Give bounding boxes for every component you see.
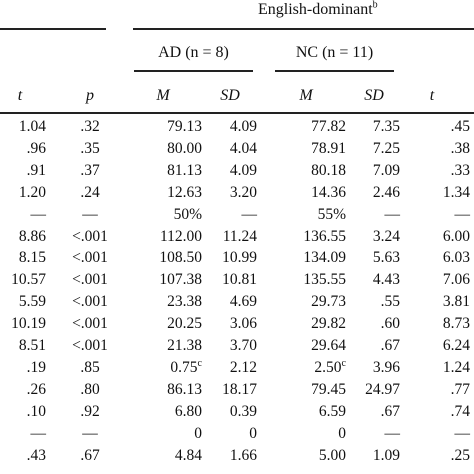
table-cell <box>348 117 400 137</box>
cell-value: 81.13 <box>167 161 202 179</box>
table-cell <box>348 292 400 312</box>
table-cell <box>62 139 118 159</box>
table-cell <box>0 183 46 203</box>
column-header: SD <box>364 87 384 104</box>
cell-value: 7.06 <box>442 271 470 289</box>
cell-footnote: c <box>197 357 202 369</box>
cell-value: 4.84 <box>174 446 202 464</box>
cell-value: 6.59 <box>318 402 346 420</box>
table-cell <box>134 139 202 159</box>
cell-value: 21.38 <box>167 337 202 354</box>
cell-value: 2.50 <box>314 358 342 376</box>
cell-value: 3.96 <box>372 358 400 376</box>
cell-value: 4.09 <box>229 161 257 179</box>
cell-value: 4.09 <box>229 118 257 135</box>
cell-value: <.001 <box>72 249 108 267</box>
cell-value: — <box>454 205 470 223</box>
cell-value: .43 <box>26 446 46 464</box>
cell-value: — <box>82 205 98 223</box>
table-cell <box>62 117 118 137</box>
cell-value: — <box>82 424 98 442</box>
cell-value: 10.99 <box>222 249 257 267</box>
cell-value: 0 <box>249 424 257 442</box>
cell-value: — <box>384 205 400 223</box>
cell-value: 1.66 <box>229 446 257 464</box>
top-rule-left <box>0 28 106 30</box>
table-cell <box>348 446 400 466</box>
table-cell <box>134 424 202 444</box>
table-cell <box>207 117 257 137</box>
cell-value: 86.13 <box>167 380 202 398</box>
table-cell <box>134 446 202 466</box>
table-cell <box>272 446 346 466</box>
cell-value: 6.80 <box>174 402 202 420</box>
cell-value: 23.38 <box>167 293 202 311</box>
table-cell <box>272 139 346 159</box>
cell-value: <.001 <box>72 337 108 354</box>
cell-value: 55% <box>317 205 346 223</box>
ad-group-header: AD (n = 8) <box>158 44 229 61</box>
table-cell <box>0 336 46 356</box>
table-cell <box>62 446 118 466</box>
table-cell <box>272 270 346 290</box>
table-cell <box>410 424 470 444</box>
table-cell <box>207 314 257 334</box>
table-cell <box>0 358 46 378</box>
nc-group-rule <box>275 70 394 72</box>
table-cell <box>207 446 257 466</box>
cell-value: 24.97 <box>365 380 400 398</box>
table-cell <box>0 248 46 268</box>
table-cell <box>348 424 400 444</box>
column-header: t <box>17 87 23 104</box>
cell-value: 2.12 <box>229 358 257 376</box>
cell-value: 8.51 <box>18 337 46 354</box>
table-cell <box>134 336 202 356</box>
cell-value: <.001 <box>72 293 108 311</box>
cell-value: .67 <box>380 402 400 420</box>
cell-value: 5.59 <box>18 293 46 311</box>
cell-value: 5.63 <box>372 249 400 267</box>
cell-value: — <box>454 424 470 442</box>
cell-value: 29.82 <box>311 315 346 333</box>
table-cell <box>62 205 118 225</box>
table-cell <box>134 161 202 181</box>
table-cell <box>410 248 470 268</box>
cell-value: .38 <box>450 139 470 157</box>
cell-value: 12.63 <box>167 183 202 201</box>
table-cell <box>207 402 257 422</box>
cell-value: 29.64 <box>311 337 346 354</box>
table-cell <box>272 424 346 444</box>
column-header: t <box>429 87 435 104</box>
cell-value: 8.73 <box>442 315 470 333</box>
cell-value: 18.17 <box>222 380 257 398</box>
table-cell <box>134 358 202 378</box>
cell-value: 50% <box>173 205 202 223</box>
cell-value: — <box>241 205 257 223</box>
table-cell <box>134 314 202 334</box>
cell-value: 3.20 <box>229 183 257 201</box>
table-cell <box>134 227 202 247</box>
table-cell <box>348 183 400 203</box>
cell-value: 134.09 <box>303 249 346 267</box>
table-cell <box>207 183 257 203</box>
table-cell <box>410 227 470 247</box>
table-cell <box>134 402 202 422</box>
table-cell <box>0 139 46 159</box>
cell-value: 108.50 <box>159 249 202 267</box>
cell-value: .67 <box>380 337 400 354</box>
table-cell <box>272 161 346 181</box>
table-cell <box>62 270 118 290</box>
cell-value: .74 <box>450 402 470 420</box>
table-cell <box>348 270 400 290</box>
cell-value: <.001 <box>72 227 108 245</box>
cell-value: 78.91 <box>311 139 346 157</box>
cell-value: 77.82 <box>311 118 346 135</box>
table-cell <box>348 248 400 268</box>
table-cell <box>0 402 46 422</box>
cell-value: 7.35 <box>372 118 400 135</box>
table-cell <box>348 227 400 247</box>
cell-value: 0.39 <box>229 402 257 420</box>
top-rule-right <box>133 28 474 30</box>
cell-value: 7.09 <box>372 161 400 179</box>
table-cell <box>410 402 470 422</box>
table-cell <box>207 248 257 268</box>
table-cell <box>62 227 118 247</box>
cell-value: .33 <box>450 161 470 179</box>
cell-value: .24 <box>80 183 100 201</box>
table-cell <box>134 205 202 225</box>
cell-value: 80.00 <box>167 139 202 157</box>
table-cell <box>207 161 257 181</box>
cell-value: 1.34 <box>442 183 470 201</box>
table-cell <box>0 205 46 225</box>
table-cell <box>134 292 202 312</box>
cell-value: 3.24 <box>372 227 400 245</box>
table-cell <box>410 270 470 290</box>
cell-value: 1.09 <box>372 446 400 464</box>
cell-value: 3.81 <box>442 293 470 311</box>
table-cell <box>0 227 46 247</box>
cell-value: 135.55 <box>303 271 346 289</box>
cell-value: 6.03 <box>442 249 470 267</box>
table-cell <box>134 183 202 203</box>
table-cell <box>134 380 202 400</box>
cell-value: .67 <box>80 446 100 464</box>
table-cell <box>410 117 470 137</box>
cell-value: 1.20 <box>18 183 46 201</box>
cell-value: .77 <box>450 380 470 398</box>
cell-value: 5.00 <box>318 446 346 464</box>
cell-value: 10.81 <box>222 271 257 289</box>
table-cell <box>62 292 118 312</box>
table-cell <box>62 161 118 181</box>
cell-value: 107.38 <box>159 271 202 289</box>
ad-group-rule <box>134 70 253 72</box>
table-cell <box>0 270 46 290</box>
table-cell <box>0 117 46 137</box>
table-cell <box>134 248 202 268</box>
cell-value: .37 <box>80 161 100 179</box>
cell-value: 0.75 <box>170 358 198 376</box>
column-header: M <box>299 87 313 104</box>
cell-value: 2.46 <box>372 183 400 201</box>
table-cell <box>410 292 470 312</box>
table-cell <box>134 117 202 137</box>
table-cell <box>410 358 470 378</box>
table-cell <box>348 380 400 400</box>
table-cell <box>207 292 257 312</box>
column-header: M <box>156 87 170 104</box>
table-cell <box>272 402 346 422</box>
cell-value: 0 <box>194 424 202 442</box>
table-cell <box>0 314 46 334</box>
cell-value: .45 <box>450 118 470 135</box>
table-cell <box>272 117 346 137</box>
cell-value: 1.24 <box>442 358 470 376</box>
table-cell <box>410 161 470 181</box>
nc-group-header: NC (n = 11) <box>295 44 374 61</box>
cell-value: 79.45 <box>311 380 346 398</box>
cell-value: 1.04 <box>18 118 46 135</box>
table-cell <box>272 336 346 356</box>
table-cell <box>207 424 257 444</box>
cell-value: .85 <box>80 358 100 376</box>
cell-value: 136.55 <box>303 227 346 245</box>
cell-value: 20.25 <box>167 315 202 333</box>
table-cell <box>348 358 400 378</box>
cell-value: .92 <box>80 402 100 420</box>
table-cell <box>410 336 470 356</box>
table-cell <box>410 205 470 225</box>
cell-value: .55 <box>380 293 400 311</box>
table-cell <box>207 205 257 225</box>
table-cell <box>207 139 257 159</box>
group-header-note: b <box>372 0 378 11</box>
table-cell <box>207 336 257 356</box>
cell-value: 79.13 <box>167 118 202 135</box>
cell-value: <.001 <box>72 271 108 289</box>
cell-value: .96 <box>26 139 46 157</box>
table-cell <box>0 161 46 181</box>
cell-value: 29.73 <box>311 293 346 311</box>
group-header <box>258 0 378 20</box>
table-cell <box>0 446 46 466</box>
cell-value: .80 <box>80 380 100 398</box>
cell-value: — <box>30 205 46 223</box>
table-cell <box>62 248 118 268</box>
table-cell <box>207 270 257 290</box>
table-cell <box>410 446 470 466</box>
cell-value: 0 <box>338 424 346 442</box>
table-cell <box>348 161 400 181</box>
cell-value: 3.70 <box>229 337 257 354</box>
cell-value: .35 <box>80 139 100 157</box>
cell-value: 4.43 <box>372 271 400 289</box>
table-cell <box>0 292 46 312</box>
table-cell <box>62 402 118 422</box>
table-cell <box>272 292 346 312</box>
table-cell <box>272 248 346 268</box>
cell-value: .60 <box>380 315 400 333</box>
table-cell <box>272 227 346 247</box>
cell-value: 8.86 <box>18 227 46 245</box>
table-cell <box>0 380 46 400</box>
cell-value: 6.24 <box>442 337 470 354</box>
cell-value: <.001 <box>72 315 108 333</box>
table-cell <box>62 424 118 444</box>
table-cell <box>62 314 118 334</box>
table-cell <box>0 424 46 444</box>
cell-value: .91 <box>26 161 46 179</box>
cell-value: 11.24 <box>222 227 257 245</box>
cell-value: 112.00 <box>159 227 202 245</box>
table-cell <box>272 205 346 225</box>
cell-value: .26 <box>26 380 46 398</box>
cell-value: 10.19 <box>11 315 46 333</box>
column-header: p <box>86 87 94 104</box>
cell-value: .25 <box>450 446 470 464</box>
cell-value: 7.25 <box>372 139 400 157</box>
table-cell <box>410 139 470 159</box>
table-cell <box>410 380 470 400</box>
table-cell <box>348 336 400 356</box>
cell-value: — <box>384 424 400 442</box>
cell-value: .10 <box>26 402 46 420</box>
cell-value: 4.69 <box>229 293 257 311</box>
table-cell <box>272 380 346 400</box>
table-cell <box>348 314 400 334</box>
cell-value: .32 <box>80 118 100 135</box>
table-cell <box>348 139 400 159</box>
header-bottom-rule <box>0 112 474 114</box>
table-cell <box>410 183 470 203</box>
table-cell <box>62 358 118 378</box>
cell-value: 8.15 <box>18 249 46 267</box>
table-cell <box>207 358 257 378</box>
group-header-label: English-dominant <box>258 1 373 18</box>
table-cell <box>62 336 118 356</box>
cell-footnote: c <box>341 357 346 369</box>
cell-value: 6.00 <box>442 227 470 245</box>
cell-value: 14.36 <box>311 183 346 201</box>
table-cell <box>272 183 346 203</box>
cell-value: — <box>30 424 46 442</box>
table-cell <box>62 380 118 400</box>
cell-value: 10.57 <box>11 271 46 289</box>
table-cell <box>348 205 400 225</box>
cell-value: .19 <box>26 358 46 376</box>
cell-value: 80.18 <box>311 161 346 179</box>
table-cell <box>272 314 346 334</box>
table-cell <box>348 402 400 422</box>
table-cell <box>207 227 257 247</box>
table-cell <box>410 314 470 334</box>
table-cell <box>272 358 346 378</box>
table-cell <box>62 183 118 203</box>
column-header: SD <box>220 87 240 104</box>
cell-value: 4.04 <box>229 139 257 157</box>
table-cell <box>134 270 202 290</box>
cell-value: 3.06 <box>229 315 257 333</box>
table-cell <box>207 380 257 400</box>
